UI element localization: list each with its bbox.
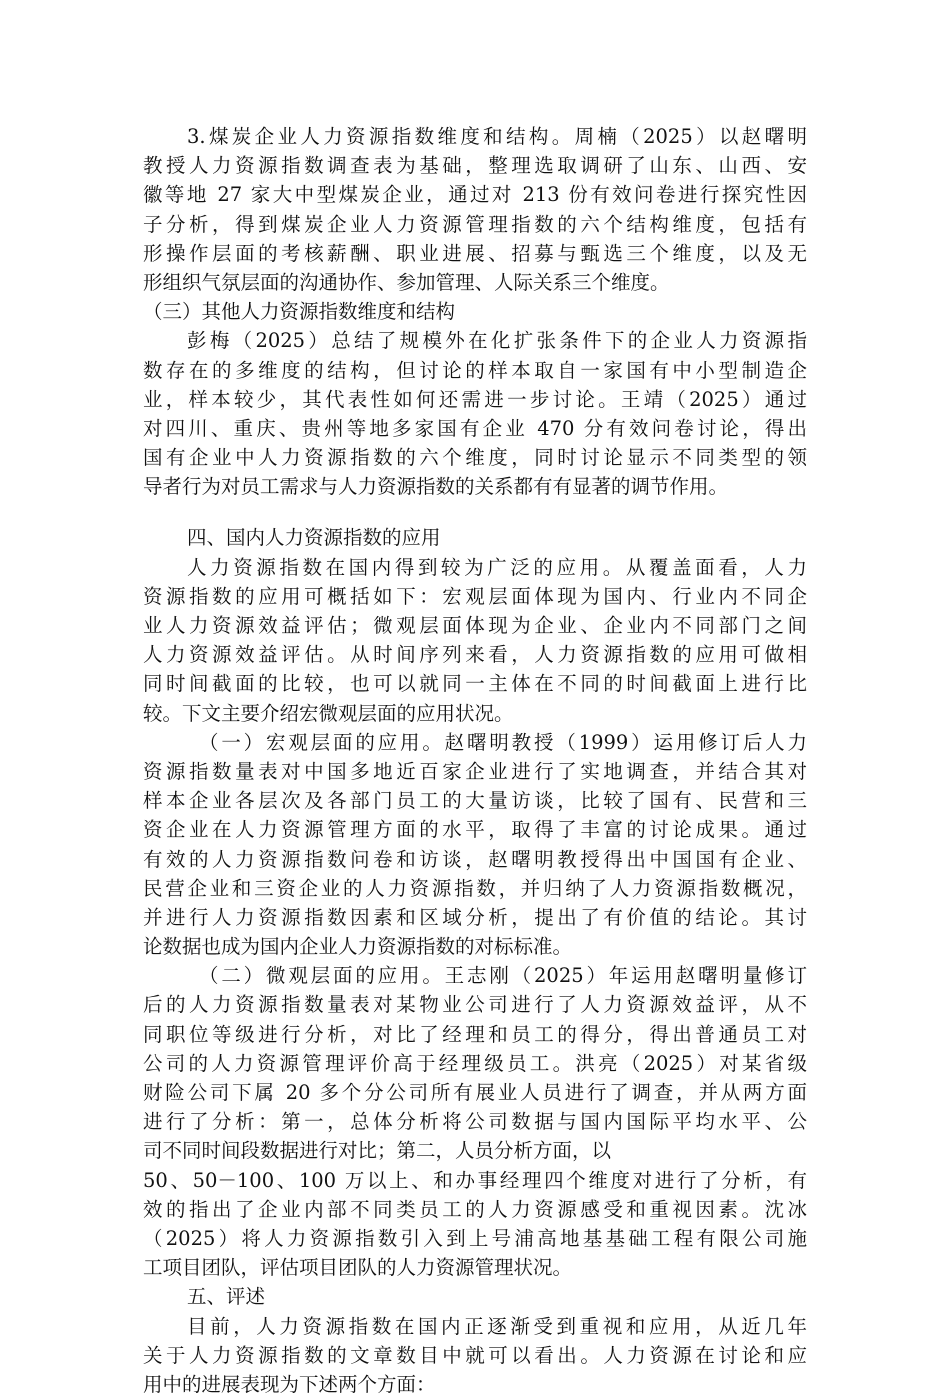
text-line: （二）微观层面的应用。王志刚（2025）年运用赵曙明量修订 <box>143 961 807 990</box>
text-line: 国有企业中人力资源指数的六个维度，同时讨论显示不同类型的领 <box>143 443 807 472</box>
section-heading: 四、国内人力资源指数的应用 <box>143 523 807 552</box>
section-heading: 五、评述 <box>143 1282 807 1311</box>
text-line: 教授人力资源指数调查表为基础，整理选取调研了山东、山西、安 <box>143 151 807 180</box>
section-heading: （三）其他人力资源指数维度和结构 <box>143 297 807 326</box>
text-line: （2025）将人力资源指数引入到上号浦高地基基础工程有限公司施 <box>143 1224 807 1253</box>
text-line: 资源指数量表对中国多地近百家企业进行了实地调查，并结合其对 <box>143 757 807 786</box>
text-line: 效的指出了企业内部不同类员工的人力资源感受和重视因素。沈冰 <box>143 1195 807 1224</box>
spacer <box>143 501 807 523</box>
text-line: 目前，人力资源指数在国内正逐渐受到重视和应用，从近几年 <box>143 1312 807 1341</box>
text-line: 人力资源效益评估。从时间序列来看，人力资源指数的应用可做相 <box>143 640 807 669</box>
text-line: 公司的人力资源管理评价高于经理级员工。洪亮（2025）对某省级 <box>143 1049 807 1078</box>
text-line: 彭梅（2025）总结了规模外在化扩张条件下的企业人力资源指 <box>143 326 807 355</box>
paragraph-micro-application <box>143 961 807 1282</box>
text-line: 民营企业和三资企业的人力资源指数，并归纳了人力资源指数概况， <box>143 874 807 903</box>
text-line: 对四川、重庆、贵州等地多家国有企业 470 分有效问卷讨论，得出 <box>143 414 807 443</box>
text-line: 同时间截面的比较，也可以就同一主体在不同的时间截面上进行比 <box>143 669 807 698</box>
text-line: 3.煤炭企业人力资源指数维度和结构。周楠（2025）以赵曙明 <box>143 122 807 151</box>
text-line: 进行了分析：第一，总体分析将公司数据与国内国际平均水平、公 <box>143 1107 807 1136</box>
paragraph-other-dimensions <box>143 326 807 501</box>
text-line: 导者行为对员工需求与人力资源指数的关系都有有显著的调节作用。 <box>143 472 807 501</box>
text-line: 工项目团队，评估项目团队的人力资源管理状况。 <box>143 1253 807 1282</box>
text-line: 财险公司下属 20 多个分公司所有展业人员进行了调查，并从两方面 <box>143 1078 807 1107</box>
text-line: 徽等地 27 家大中型煤炭企业，通过对 213 份有效问卷进行探究性因 <box>143 180 807 209</box>
text-line: 并进行人力资源指数因素和区域分析，提出了有价值的结论。其讨 <box>143 903 807 932</box>
text-line: 后的人力资源指数量表对某物业公司进行了人力资源效益评，从不 <box>143 990 807 1019</box>
text-line: 形组织气氛层面的沟通协作、参加管理、人际关系三个维度。 <box>143 268 807 297</box>
text-line: 用中的进展表现为下述两个方面： <box>143 1370 807 1399</box>
text-line: 样本企业各层次及各部门员工的大量访谈，比较了国有、民营和三 <box>143 786 807 815</box>
text-line: 数存在的多维度的结构，但讨论的样本取自一家国有中小型制造企 <box>143 356 807 385</box>
text-line: 资企业在人力资源管理方面的水平，取得了丰富的讨论成果。通过 <box>143 815 807 844</box>
text-line: 子分析，得到煤炭企业人力资源管理指数的六个结构维度，包括有 <box>143 210 807 239</box>
paragraph-coal-hr-index <box>143 122 807 297</box>
text-line: （一）宏观层面的应用。赵曙明教授（1999）运用修订后人力 <box>143 728 807 757</box>
text-line: 50、50－100、100 万以上、和办事经理四个维度对进行了分析，有 <box>143 1166 807 1195</box>
text-line: 业人力资源效益评估；微观层面体现为企业、企业内不同部门之间 <box>143 611 807 640</box>
text-line: 有效的人力资源指数问卷和访谈，赵曙明教授得出中国国有企业、 <box>143 845 807 874</box>
text-line: 资源指数的应用可概括如下：宏观层面体现为国内、行业内不同企 <box>143 582 807 611</box>
text-line: 关于人力资源指数的文章数目中就可以看出。人力资源在讨论和应 <box>143 1341 807 1370</box>
text-line: 论数据也成为国内企业人力资源指数的对标标准。 <box>143 932 807 961</box>
text-line: 形操作层面的考核薪酬、职业进展、招募与甄选三个维度，以及无 <box>143 239 807 268</box>
text-line: 人力资源指数在国内得到较为广泛的应用。从覆盖面看，人力 <box>143 553 807 582</box>
paragraph-application-overview <box>143 553 807 728</box>
text-line: 司不同时间段数据进行对比；第二，人员分析方面，以 <box>143 1136 807 1165</box>
document-body <box>143 122 807 1399</box>
text-line: 同职位等级进行分析，对比了经理和员工的得分，得出普通员工对 <box>143 1020 807 1049</box>
paragraph-macro-application <box>143 728 807 962</box>
paragraph-review <box>143 1312 807 1399</box>
text-line: 较。下文主要介绍宏微观层面的应用状况。 <box>143 699 807 728</box>
text-line: 业，样本较少，其代表性如何还需进一步讨论。王靖（2025）通过 <box>143 385 807 414</box>
